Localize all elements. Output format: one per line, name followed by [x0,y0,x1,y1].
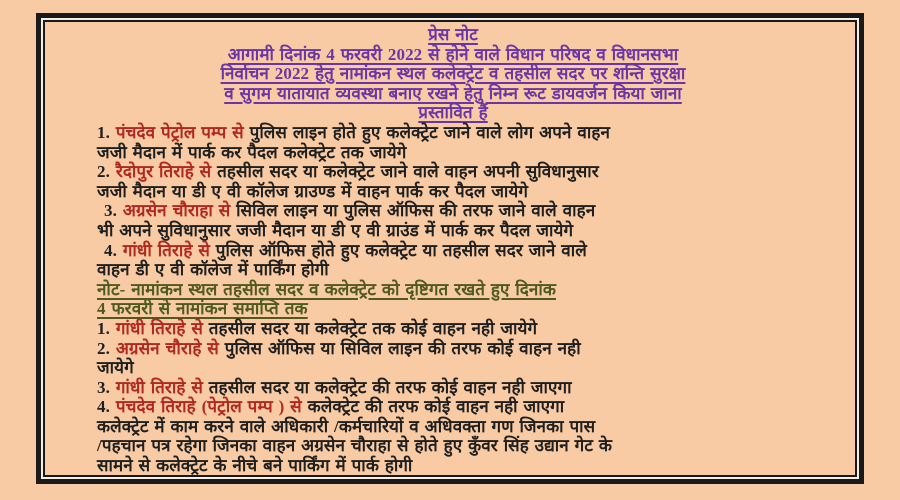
closing-line [97,417,835,437]
text-segment: सिविल लाइन या पुलिस ऑफिस की तरफ जाने वाले वाहन [230,201,596,221]
intro-line [97,84,809,104]
intro-line [97,45,809,65]
text-segment: 4 फरवरी से नामांकन समाप्ति तक [97,299,308,319]
text-segment: प्रेस नोट [428,25,478,44]
text-segment: रैदोपुर तिराहे से [115,162,212,182]
text-segment: पुलिस लाइन होते हुए कलेक्ट्रेट जाने वाले लोग अपने वाहन [243,122,611,142]
text-segment: /पहचान पत्र रहेगा जिनका वाहन अग्रसेन चौराहा से होते हुए कुँवर सिंह उद्यान गेट के [97,436,613,456]
text-segment: 1. [97,122,116,142]
text-segment: जायेगे [97,358,134,378]
restriction-item [97,378,835,398]
text-segment: तहसील सदर या कलेक्ट्रेट तक कोई वाहन नही जायेगे [202,318,538,338]
text-segment: 2. [97,162,116,182]
closing-line [97,436,835,456]
text-segment: 1. [97,318,116,338]
text-segment: आगामी दिनांक 4 फरवरी 2022 से होने वाले विधान परिषद व विधानसभा [227,44,679,64]
text-segment: व सुगम यातायात व्यवस्था बनाए रखने हेतु निम्न रूट डायवर्जन किया जाना [224,83,682,103]
text-segment: पंचदेव पेट्रोल पम्प से [115,122,244,142]
route-item [97,201,835,221]
text-segment: भी अपने सुविधानुसार जजी मैदान या डी ए वी ग्राउंड में पार्क कर पैदल जायेगे [97,220,574,240]
text-segment: प्रस्तावित हैं [418,103,488,123]
text-segment: अग्रसेन चौराहे से [115,338,219,358]
text-segment: वाहन डी ए वी कॉलेज में पार्किंग होगी [97,260,329,280]
route-item-continuation [97,221,835,241]
text-segment: निर्वाचन 2022 हेतु नामांकन स्थल कलेक्ट्रेट व तहसील सदर पर शन्ति सुरक्षा [220,64,686,84]
intro-line [97,64,809,84]
text-segment: 3. [104,201,123,221]
text-segment: अग्रसेन चौराहा से [122,201,231,221]
press-note-title [97,25,809,45]
text-segment: कलेक्ट्रेट में काम करने वाले अधिकारी /कर्मचारियों व अधिवक्ता गण जिनका पास [97,416,596,436]
text-segment: नोट- नामांकन स्थल तहसील सदर व कलेक्ट्रेट को दृष्टिगत रखते हुए दिनांक [97,279,556,299]
closing-line [97,456,835,476]
restriction-item [97,319,835,339]
text-segment: गांधी तिराहे से [115,318,203,338]
route-item-continuation [97,260,835,280]
note-line [97,299,835,319]
intro-line [97,103,809,123]
restriction-item [97,339,835,359]
text-segment: 4. [97,397,116,417]
text-segment: जजी मैदान या डी ए वी कॉलेज ग्राउण्ड में वाहन पार्क कर पैदल जायेगे [97,181,529,201]
text-segment: सामने से कलेक्ट्रेट के नीचे बने पार्किंग में पार्क होगी [97,456,413,476]
document-body [97,25,835,476]
restriction-item [97,397,835,417]
text-segment: 2. [97,338,116,358]
document-page [43,20,857,477]
text-segment: तहसील सदर या कलेक्ट्रेट की तरफ कोई वाहन नही जाएगा [202,377,572,397]
document-frame [36,13,864,484]
text-segment: पंचदेव तिराहे (पेट्रोल पम्प ) से [115,397,302,417]
text-segment: 4. [104,240,123,260]
text-segment: गांधी तिराहे से [122,240,210,260]
restriction-item-continuation [97,358,835,378]
text-segment: 3. [97,377,116,397]
note-line [97,280,835,300]
route-item-continuation [97,182,835,202]
route-item [97,241,835,261]
text-segment: पुलिस ऑफिस होते हुए कलेक्ट्रेट या तहसील सदर जाने वाले [209,240,587,260]
text-segment: जजी मैदान में पार्क कर पैदल कलेक्ट्रेट तक जायेगे [97,142,407,162]
route-item [97,162,835,182]
text-segment: कलेक्ट्रेट की तरफ कोई वाहन नही जाएगा [301,397,565,417]
text-segment: पुलिस ऑफिस या सिविल लाइन की तरफ कोई वाहन नही [218,338,581,358]
text-segment: गांधी तिराहे से [115,377,203,397]
text-segment: तहसील सदर या कलेक्ट्रेट जाने वाले वाहन अपनी सुविधानुसार [211,162,599,182]
route-item [97,123,835,143]
route-item-continuation [97,143,835,163]
